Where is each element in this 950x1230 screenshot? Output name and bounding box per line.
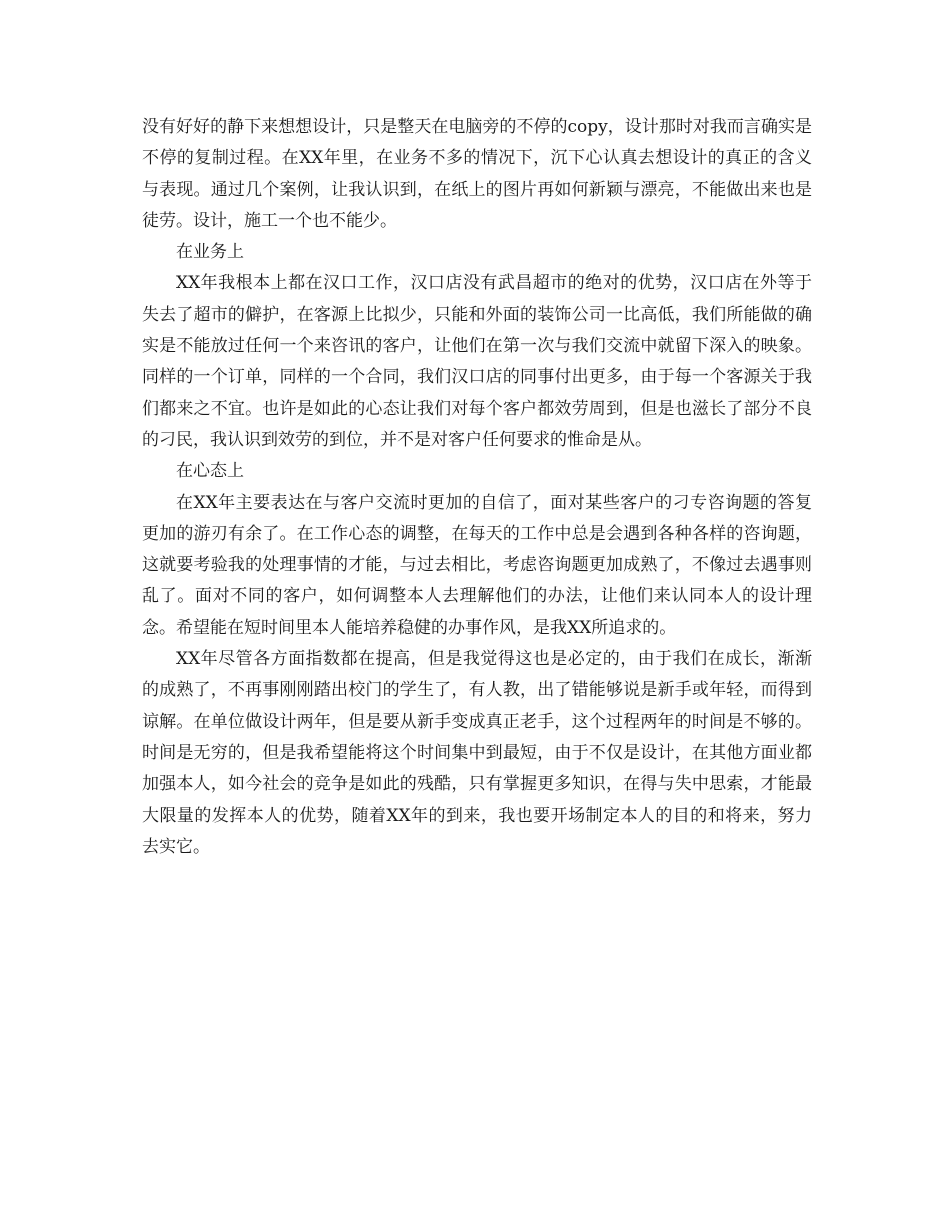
section-heading-business: 在业务上 [176,242,244,263]
paragraph-future-goals: XX年尽管各方面指数都在提高，但是我觉得这也是必定的，由于我们在成长，渐渐的成熟了，不再事刚刚踏出校门的学生了，有人教，出了错能够说是新手或年轻，而得到谅解。在单位做设计两年，但是要从新手变成真正老手，这个过程两年的时间是不够的。时间是无穷的，但是我希望能将这个时间集中到最短，由于不仅是设计，在其他方面业都加强本人，如今社会的竞争是如此的残酷，只有掌握更多知识，在得与失中思索，才能最大限量的发挥本人的优势，随着XX年的到来，我也要开场制定本人的目的和将来，努力去实它。 [142,649,812,857]
document-page [142,112,812,863]
paragraph-business: XX年我根本上都在汉口工作，汉口店没有武昌超市的绝对的优势，汉口店在外等于失去了超市的僻护，在客源上比拟少，只能和外面的装饰公司一比高低，我们所能做的确实是不能放过任何一个来咨讯的客户，让他们在第一次与我们交流中就留下深入的映象。同样的一个订单，同样的一个合同，我们汉口店的同事付出更多，由于每一个客源关于我们都来之不宜。也许是如此的心态让我们对每个客户都效劳周到，但是也滋长了部分不良的刁民，我认识到效劳的到位，并不是对客户任何要求的惟命是从。 [142,273,812,450]
section-heading-mindset: 在心态上 [176,461,244,482]
paragraph-design-reflection: 没有好好的静下来想想设计，只是整天在电脑旁的不停的copy，设计那时对我而言确实是不停的复制过程。在XX年里，在业务不多的情况下，沉下心认真去想设计的真正的含义与表现。通过几个案例，让我认识到，在纸上的图片再如何新颖与漂亮，不能做出来也是徒劳。设计，施工一个也不能少。 [142,117,812,231]
paragraph-mindset: 在XX年主要表达在与客户交流时更加的自信了，面对某些客户的刁专咨询题的答复更加的游刃有余了。在工作心态的调整，在每天的工作中总是会遇到各种各样的咨询题，这就要考验我的处理事情的才能，与过去相比，考虑咨询题更加成熟了，不像过去遇事则乱了。面对不同的客户，如何调整本人去理解他们的办法，让他们来认同本人的设计理念。希望能在短时间里本人能培养稳健的办事作风，是我XX所追求的。 [142,492,812,638]
